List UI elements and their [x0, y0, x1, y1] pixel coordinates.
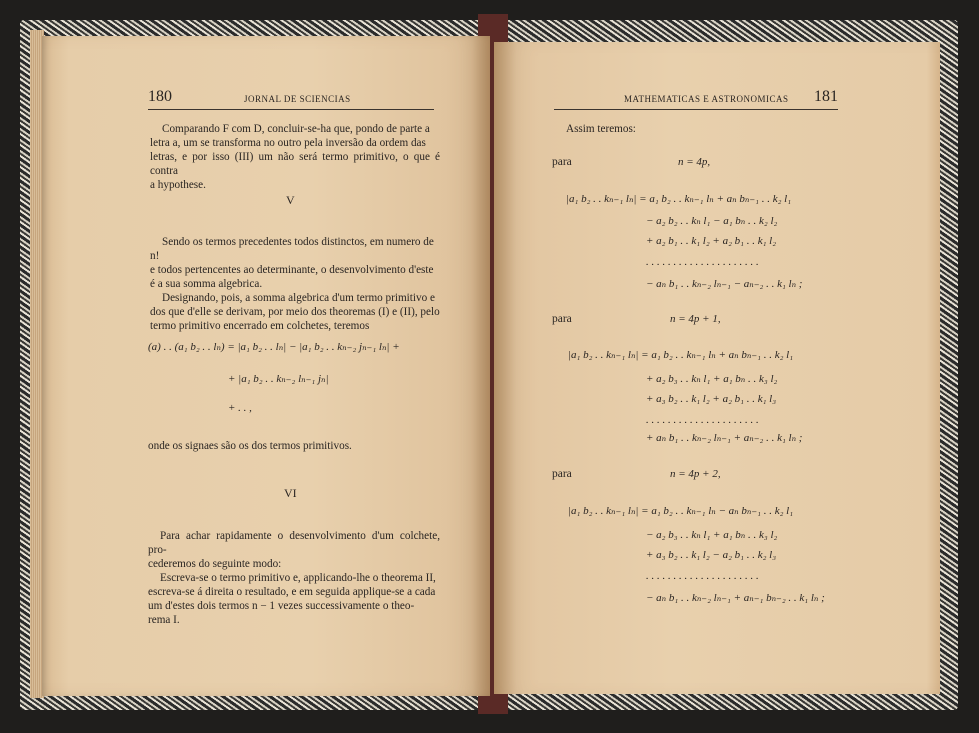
formula-line: + . . ,: [228, 402, 252, 414]
header-rule: [148, 109, 434, 110]
formula-line: . . . . . . . . . . . . . . . . . . . . .: [646, 570, 759, 582]
formula-line: + |a₁ b₂ . . kₙ₋₂ lₙ₋₁ jₙ|: [228, 373, 329, 385]
formula-line: − aₙ b₁ . . kₙ₋₂ lₙ₋₁ + aₙ₋₁ bₙ₋₂ . . k₁ lₙ ;: [646, 592, 825, 604]
left-page: [42, 36, 490, 696]
formula-line: . . . . . . . . . . . . . . . . . . . . .: [646, 414, 759, 426]
text-line: escreva-se á direita o resultado, e em seguida applique-se a cada: [148, 586, 436, 598]
formula-line: + aₙ b₁ . . kₙ₋₂ lₙ₋₁ + aₙ₋₂ . . k₁ lₙ ;: [646, 432, 803, 444]
text-line: dos que d'elle se derivam, por meio dos theoremas (I) e (II), pelo: [150, 306, 440, 318]
formula-line: − a₂ b₂ . . kₙ l₁ − a₁ bₙ . . k₂ l₂: [646, 215, 778, 227]
running-head: MATHEMATICAS E ASTRONOMICAS: [624, 94, 789, 104]
formula-line: − a₂ b₃ . . kₙ l₁ + a₁ bₙ . . k₃ l₂: [646, 529, 778, 541]
text-line: Para achar rapidamente o desenvolvimento d'um colchete, pro-: [148, 530, 440, 556]
formula-line: + a₂ b₁ . . k₁ l₂ + a₂ b₁ . . k₁ l₂: [646, 235, 777, 247]
running-head: JORNAL DE SCIENCIAS: [244, 94, 351, 104]
text-line: letra a, um se transforma no outro pela inversão da ordem das: [150, 137, 426, 149]
section-heading-vi: VI: [284, 486, 297, 500]
para-label: para: [552, 468, 572, 480]
section-heading-v: V: [286, 193, 295, 207]
text-line: cederemos do seguinte modo:: [148, 558, 282, 570]
formula-line: + a₃ b₂ . . k₁ l₂ + a₂ b₁ . . k₁ l₃: [646, 393, 777, 405]
text-line: rema I.: [148, 614, 180, 626]
page-number: 180: [148, 88, 172, 105]
formula-line: + a₂ b₃ . . kₙ l₁ + a₁ bₙ . . k₃ l₂: [646, 373, 778, 385]
case-condition: n = 4p + 2,: [670, 468, 721, 480]
text-line: é a sua somma algebrica.: [150, 278, 263, 290]
right-page: [494, 42, 940, 694]
paragraph-4: [148, 529, 440, 627]
formula-line: |a₁ b₂ . . kₙ₋₁ lₙ| = a₁ b₂ . . kₙ₋₁ lₙ + aₙ bₙ₋₁ . . k₂ l₁: [566, 193, 792, 205]
para-label: para: [552, 313, 572, 325]
case-condition: n = 4p,: [678, 156, 711, 168]
text-line: Escreva-se o termo primitivo e, applicando-lhe o theorema II,: [160, 572, 436, 584]
text-line: Designando, pois, a somma algebrica d'um termo primitivo e: [162, 292, 435, 304]
para-label: para: [552, 156, 572, 168]
formula-line: . . . . . . . . . . . . . . . . . . . . .: [646, 256, 759, 268]
text-line: Sendo os termos precedentes todos distinctos, em numero de n!: [150, 236, 434, 262]
text-line: letras, e por isso (III) um não será termo primitivo, o que é contra: [150, 151, 440, 177]
paragraph-1: [150, 122, 440, 192]
text-line: Comparando F com D, concluir-se-ha que, pondo de parte a: [162, 123, 430, 135]
text-line: e todos pertencentes ao determinante, o desenvolvimento d'este: [150, 264, 434, 276]
header-rule: [554, 109, 838, 110]
paragraph-2: [150, 235, 440, 333]
formula-line: |a₁ b₂ . . kₙ₋₁ lₙ| = a₁ b₂ . . kₙ₋₁ lₙ + aₙ bₙ₋₁ . . k₂ l₁: [568, 349, 794, 361]
formula-line: − aₙ b₁ . . kₙ₋₂ lₙ₋₁ − aₙ₋₂ . . k₁ lₙ ;: [646, 278, 803, 290]
paragraph-3: onde os signaes são os dos termos primitivos.: [148, 440, 352, 452]
text-line: a hypothese.: [150, 179, 206, 191]
formula-line: (a) . . (a₁ b₂ . . lₙ) = |a₁ b₂ . . lₙ| − |a₁ b₂ . . kₙ₋₂ jₙ₋₁ lₙ| +: [148, 341, 400, 353]
page-number: 181: [814, 88, 838, 105]
formula-line: |a₁ b₂ . . kₙ₋₁ lₙ| = a₁ b₂ . . kₙ₋₁ lₙ − aₙ bₙ₋₁ . . k₂ l₁: [568, 505, 794, 517]
case-condition: n = 4p + 1,: [670, 313, 721, 325]
intro-text: Assim teremos:: [566, 123, 636, 135]
formula-line: + a₃ b₂ . . k₁ l₂ − a₂ b₁ . . k₂ l₃: [646, 549, 777, 561]
text-line: termo primitivo encerrado em colchetes, teremos: [150, 320, 370, 332]
text-line: um d'estes dois termos n − 1 vezes successivamente o theo-: [148, 600, 415, 612]
